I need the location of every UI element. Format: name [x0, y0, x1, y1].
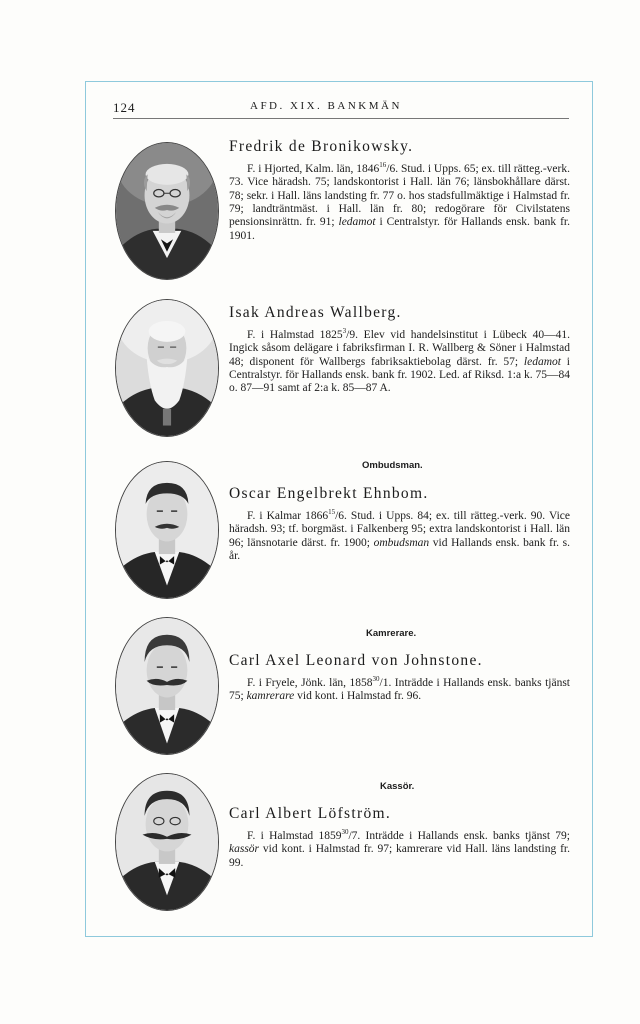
portrait-bald-mustache-icon [115, 142, 219, 280]
entry-text: F. i Fryele, Jönk. län, 1858$^{30}$/1. Inträdde i Hallands ensk. banks tjänst 75; kamrerare vid kont. i Halmstad fr. 96. [229, 675, 571, 703]
entry-ehnbom [229, 485, 570, 563]
entry-name: Oscar Engelbrekt Ehnbom. [229, 485, 429, 502]
entry-name: Isak Andreas Wallberg. [229, 304, 402, 321]
running-header: AFD. XIX. BANKMÄN [250, 100, 402, 112]
role-heading-ombudsman: Ombudsman. [362, 460, 423, 471]
portrait-waxed-mustache-icon [115, 773, 219, 911]
entry-text: F. i Halmstad 1859$^{30}$/7. Inträdde i Hallands ensk. banks tjänst 79; kassör vid kont. i Halmstad fr. 97; kamrerare vid Hall. läns landsting fr. 99. [229, 828, 570, 869]
entry-name: Fredrik de Bronikowsky. [229, 138, 414, 155]
entry-bronikowsky [229, 138, 570, 243]
entry-johnstone [229, 652, 570, 704]
portrait-curled-mustache-icon [115, 617, 219, 755]
entry-lofstrom [229, 805, 570, 870]
portrait-mustache-icon [115, 461, 219, 599]
entry-name: Carl Albert Löfström. [229, 805, 392, 822]
role-heading-kamrerare: Kamrerare. [366, 628, 417, 639]
entry-name: Carl Axel Leonard von Johnstone. [229, 652, 483, 669]
entry-text: F. i Hjorted, Kalm. län, 1846$^{16}$/6. Stud. i Upps. 65; ex. till rätteg.-verk. 73. Vice häradsh. 75; landskontorist i Hall. län 76; länsbokhållare därst. 78; sekr. i Hall. läns landsting fr. 77 o. hos stadsfullmäktige i Halmstad fr. 79; landträntmäst. i Hall. län fr. 80; redogörare för Civilstatens pensionsinrättn. fr. 91; ledamot i Centralstyr. för Hallands ensk. bank fr. 1901. [229, 161, 571, 242]
page-number: 124 [113, 100, 136, 115]
entry-text: F. i Kalmar 1866$^{15}$/6. Stud. i Upps. 84; ex. till rätteg.-verk. 90. Vice häradsh. 93; tf. borgmäst. i Falkenberg 95; extra landskontorist i Hall. län 96; länsnotarie därst. fr. 1900; ombudsman vid Hallands ensk. bank fr. s. år. [229, 508, 570, 563]
entry-text: F. i Halmstad 1825$^3$/9. Elev vid handelsinstitut i Lübeck 40—41. Ingick såsom delägare i fabriksfirman I. R. Wallberg & Söner i Halmstad 48; disponent för Wallbergs fabriksaktiebolag därst. fr. 57; ledamot i Centralstyr. för Hallands ensk. bank fr. 1902. Led. af Riksd. 1:a k. 75—84 o. 87—91 samt af 2:a k. 85—87 A. [229, 327, 570, 395]
role-heading-kassor: Kassör. [380, 781, 415, 792]
entry-wallberg [229, 304, 570, 396]
portrait-white-beard-icon [115, 299, 219, 437]
header-rule [113, 118, 569, 119]
